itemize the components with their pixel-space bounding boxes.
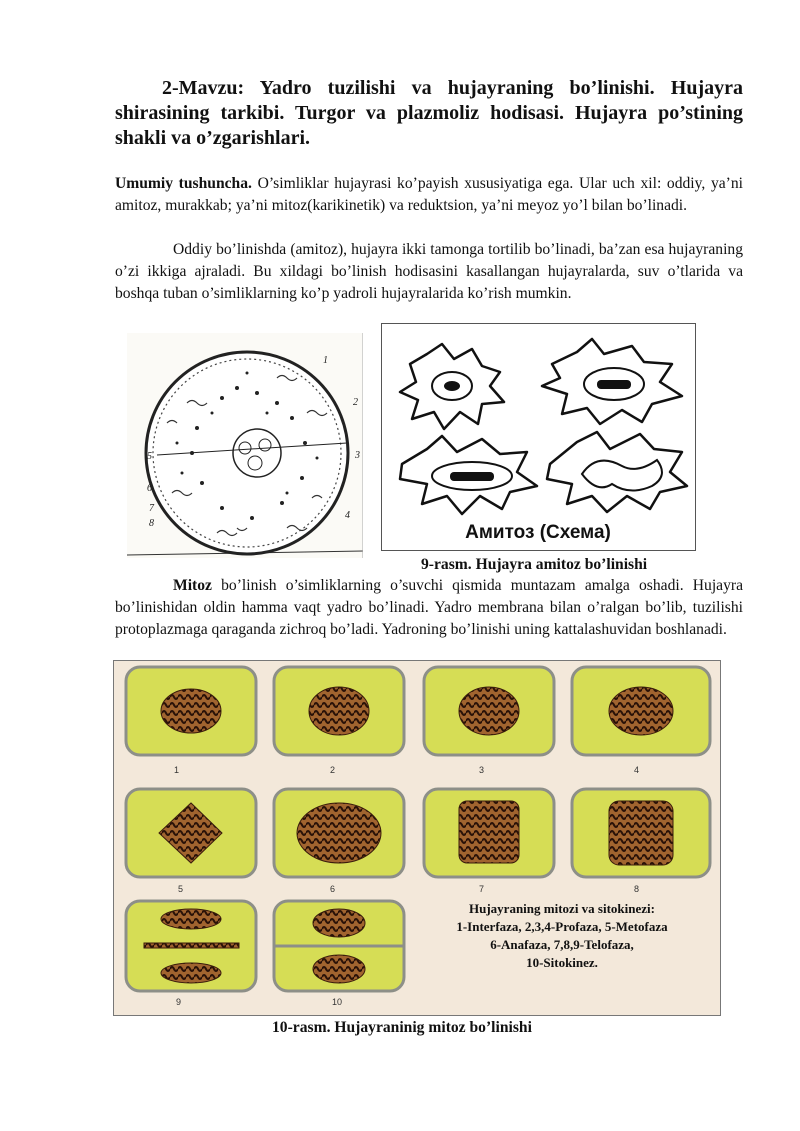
stage-number-1: 1: [174, 765, 180, 775]
intro-lead: Umumiy tushuncha.: [115, 175, 252, 192]
fig9-label-4: 4: [345, 510, 350, 521]
stage-number-8: 8: [634, 884, 640, 894]
stage-number-6: 6: [330, 884, 336, 894]
stage-number-4: 4: [634, 765, 640, 775]
intro-text: O’simliklar hujayrasi ko’payish xususiyatiga ega. Ular uch xil: oddiy, ya’ni amitoz, murakkab; ya’ni mitoz(karikinetik) va reduktsion, ya’ni meyoz yo’l bilan bo’linadi.: [115, 175, 744, 214]
fig10-legend-title: Hujayraning mitozi va sitokinezi:: [469, 901, 655, 916]
fig10-legend-line-1: 1-Interfaza, 2,3,4-Profaza, 5-Metofaza: [456, 919, 668, 934]
fig9-label-3: 3: [355, 450, 360, 461]
mitosis-lead: Mitoz: [173, 577, 212, 594]
amitosis-scheme-label: Амитоз (Схема): [465, 522, 611, 543]
amitosis-paragraph: Oddiy bo’linishda (amitoz), hujayra ikki tamonga tortilib bo’linadi, ba’zan esa hujayraning o’zi ikkiga ajraladi. Bu xildagi bo’linish hodisasini kasallangan hujayralarda, suv o’tlarida va boshqa tuban o’simliklarning ko’p yadroli hujayralarida ko’rish mumkin.: [115, 241, 743, 302]
fig10-legend-line-2: 6-Anafaza, 7,8,9-Telofaza,: [490, 937, 634, 952]
stage-number-3: 3: [479, 765, 485, 775]
fig9-label-5: 5: [147, 451, 152, 462]
stage-number-2: 2: [330, 765, 336, 775]
mitosis-paragraph: [115, 575, 743, 641]
fig10-mitosis-plate: [113, 660, 721, 1016]
fig9-label-2: 2: [353, 397, 358, 408]
fig9-caption: 9-rasm. Hujayra amitoz bo’linishi: [421, 556, 648, 573]
mitosis-text: bo’linish o’simliklarning o’suvchi qismida muntazam amalga oshadi. Hujayra bo’linishidan oldin hamma vaqt yadro bo’linadi. Yadro membrana bilan o’ralgan bo’lib, tuzilishi protoplazmaga qaraganda zichroq bo’ladi. Yadroning bo’linishi uning kattalashuvidan boshlanadi.: [115, 577, 743, 638]
fig9-amitosis-scheme: [381, 323, 696, 551]
page-title: 2-Mavzu: Yadro tuzilishi va hujayraning bo’linishi. Hujayra shirasining tarkibi. Turgor va plazmoliz hodisasi. Hujayra po’stining shakli va o’zgarishlari.: [115, 77, 743, 149]
stage-number-9: 9: [176, 997, 182, 1007]
fig10-legend-line-3: 10-Sitokinez.: [526, 955, 598, 970]
fig10-caption: 10-rasm. Hujayraninig mitoz bo’linishi: [272, 1019, 532, 1036]
stage-number-7: 7: [479, 884, 485, 894]
fig9-label-7: 7: [149, 503, 154, 514]
fig9-label-6: 6: [147, 483, 152, 494]
intro-paragraph: [115, 173, 743, 217]
stage-number-5: 5: [178, 884, 184, 894]
fig9-cell-drawing: [127, 333, 363, 558]
fig9-label-1: 1: [323, 355, 328, 366]
fig9-label-8: 8: [149, 518, 154, 529]
stage-number-10: 10: [332, 997, 343, 1007]
